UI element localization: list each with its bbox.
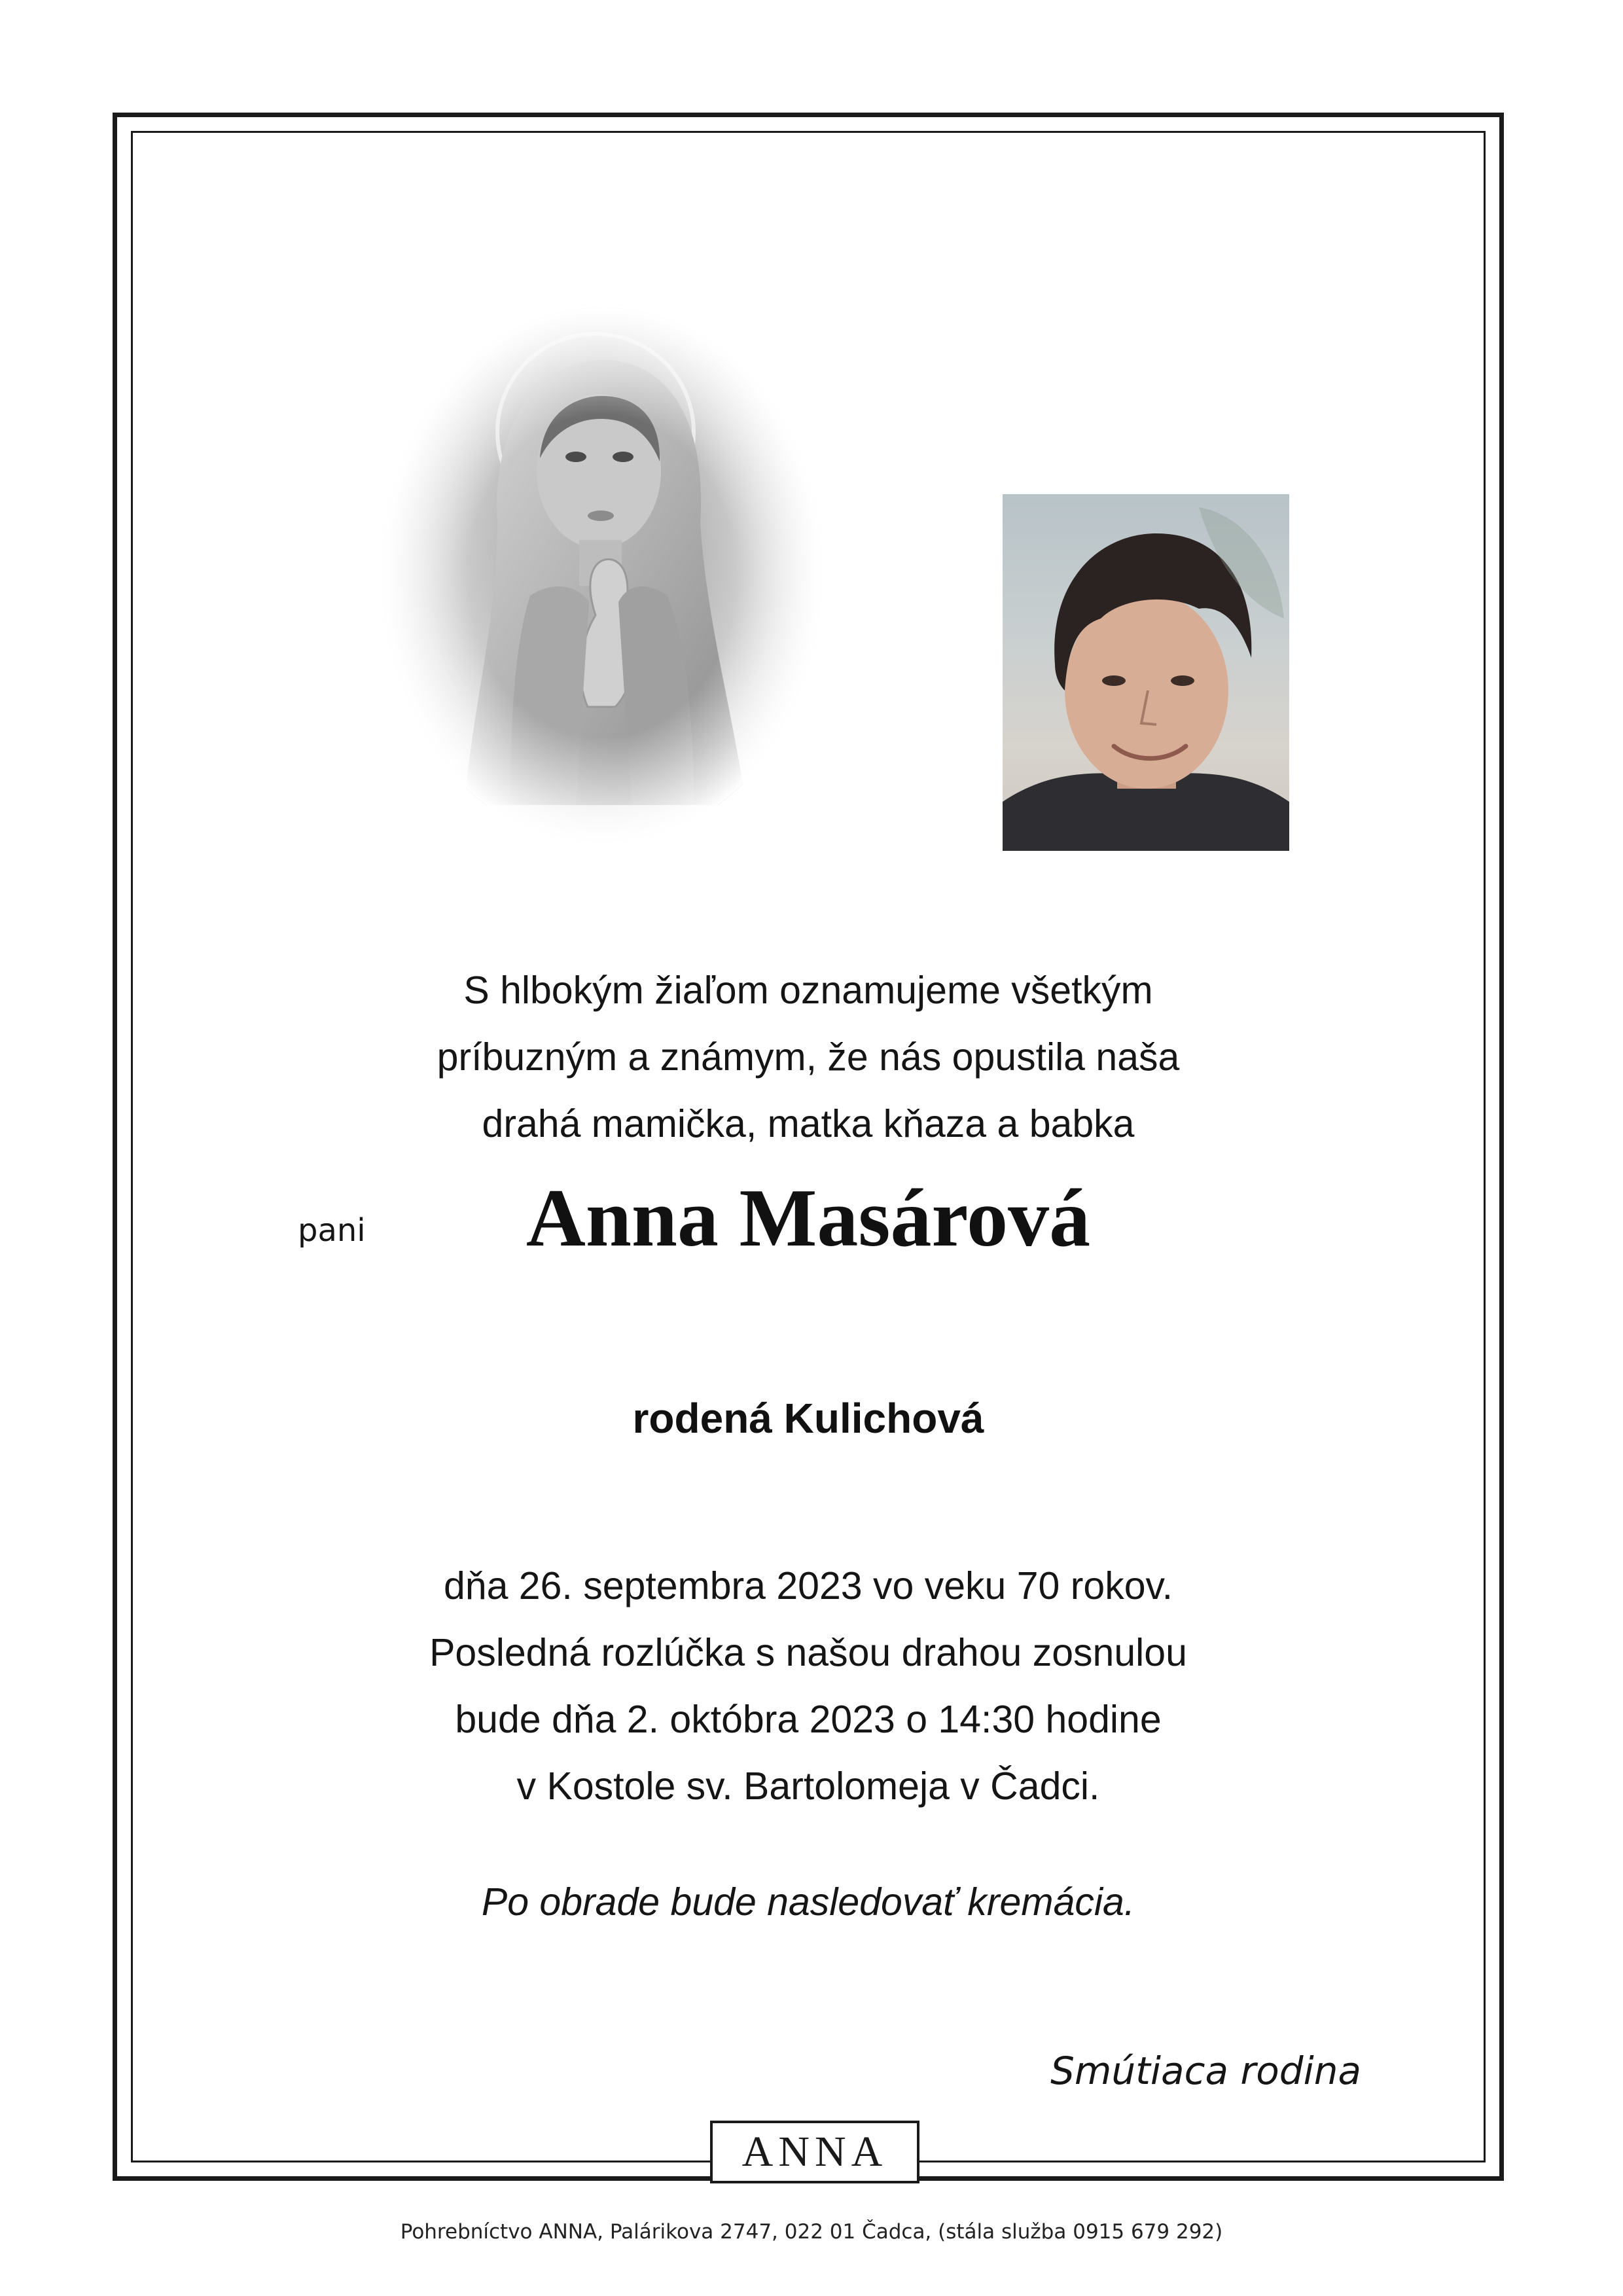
detail-line: dňa 26. septembra 2023 vo veku 70 rokov. bbox=[443, 1564, 1173, 1607]
funeral-home-logo bbox=[710, 2121, 919, 2183]
maiden-name: rodená Kulichová bbox=[632, 1395, 984, 1442]
funeral-details bbox=[131, 1552, 1486, 1820]
signature: Smútiaca rodina bbox=[1050, 2049, 1361, 2093]
detail-line: Posledná rozlúčka s našou drahou zosnulou bbox=[429, 1631, 1187, 1674]
deceased-name: Anna Masárová bbox=[526, 1173, 1091, 1264]
detail-line: bude dňa 2. októbra 2023 o 14:30 hodine bbox=[455, 1698, 1162, 1741]
cremation-note: Po obrade bude nasledovať kremácia. bbox=[481, 1880, 1135, 1924]
intro-line: S hlbokým žiaľom oznamujeme všetkým bbox=[463, 969, 1153, 1012]
logo-text: ANNA bbox=[741, 2128, 888, 2176]
footer-contact: Pohrebníctvo ANNA, Palárikova 2747, 022 01 Čadca, (stála služba 0915 679 292) bbox=[400, 2220, 1223, 2244]
detail-line: v Kostole sv. Bartolomeja v Čadci. bbox=[516, 1765, 1100, 1808]
praying-madonna-image bbox=[380, 308, 825, 844]
intro-text bbox=[131, 957, 1486, 1157]
intro-line: drahá mamička, matka kňaza a babka bbox=[482, 1102, 1135, 1145]
deceased-portrait-photo bbox=[1003, 494, 1289, 851]
intro-line: príbuzným a známym, že nás opustila naša bbox=[437, 1035, 1180, 1079]
honorific: pani bbox=[298, 1212, 366, 1249]
